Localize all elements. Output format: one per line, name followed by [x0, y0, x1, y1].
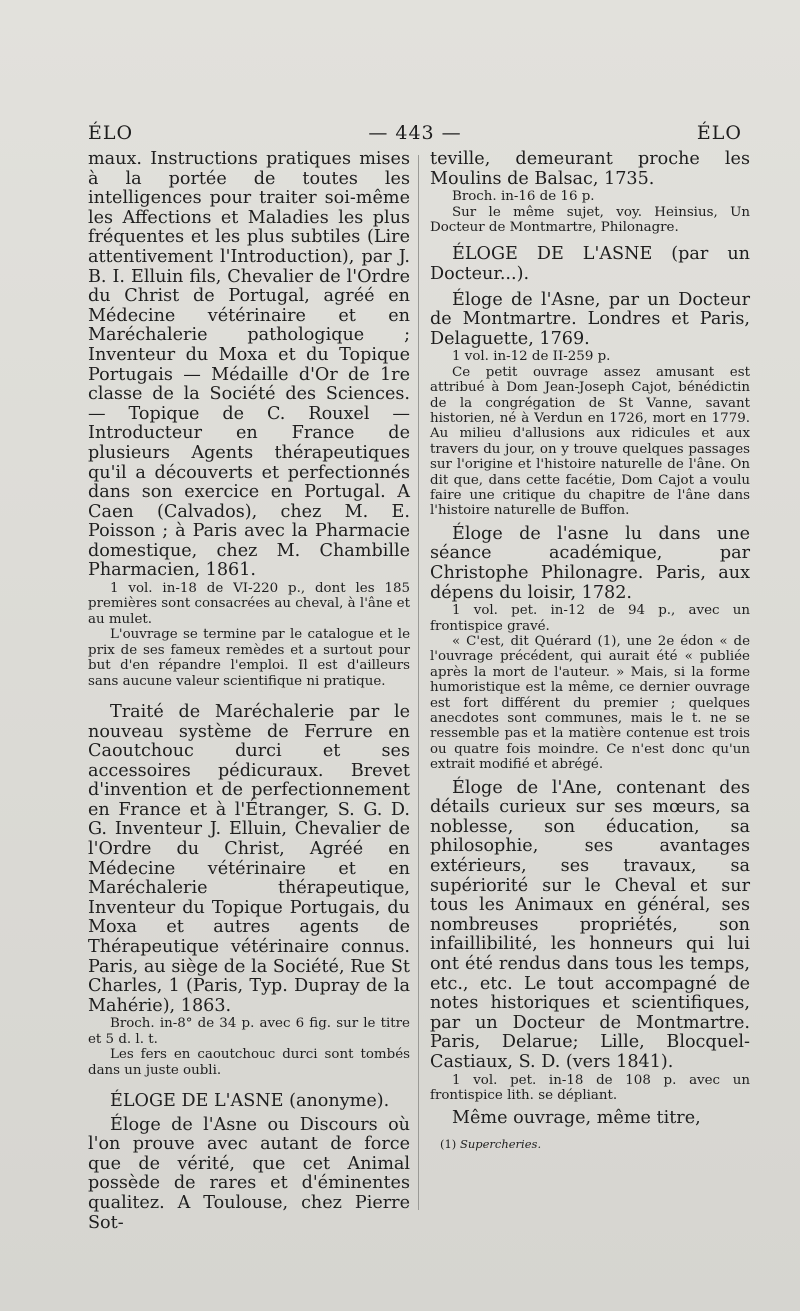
right-paragraph: Sur le même sujet, voy. Heinsius, Un Docteur de Montmartre, Philonagre.: [430, 204, 750, 235]
left-paragraph: 1 vol. in-18 de VI-220 p., dont les 185 premières sont consacrées au cheval, à l'âne et au mulet.: [88, 581, 410, 627]
footnote-number: (1): [440, 1137, 457, 1151]
right-paragraph: 1 vol. pet. in-18 de 108 p. avec un frontispice lith. se dépliant.: [430, 1072, 750, 1103]
right-paragraph: 1 vol. in-12 de II-259 p.: [452, 349, 611, 365]
left-paragraph: L'ouvrage se termine par le catalogue et le prix de ses fameux remèdes et a surtout pour but d'en répandre l'emploi. Il est d'ailleurs sans aucune valeur scientifique ni pratique.: [88, 627, 410, 689]
right-paragraph: 1 vol. pet. in-12 de 94 p., avec un frontispice gravé.: [430, 603, 750, 634]
right-paragraph: « C'est, dit Quérard (1), une 2e édon « de l'ouvrage précédent, qui aurait été « publiée après la mort de l'auteur. » Mais, si la forme humoristique est la même, ce dernier ouvrage est fort différent du premier ; quelques anecdotes sont communes, mais le t. ne se ressemble pas et la matière contenue est trois ou quatre fois moindre. Ce n'est donc qu'un extrait modifié et abrégé.: [430, 634, 750, 773]
entry-heading: ÉLOGE DE L'ASNE (anonyme).: [110, 1091, 390, 1112]
right-paragraph: Éloge de l'asne lu dans une séance académique, par Christophe Philonagre. Paris, aux dépens du loisir, 1782.: [430, 523, 750, 603]
footnote-text: Supercheries.: [459, 1137, 542, 1151]
left-column: [88, 150, 410, 1233]
right-column: [430, 150, 750, 1151]
entry-heading: ÉLOGE DE L'ASNE (par un Docteur...).: [430, 244, 750, 284]
column-divider: [418, 155, 419, 1210]
right-paragraph: Éloge de l'Ane, contenant des détails curieux sur ses mœurs, sa noblesse, son éducation, sa philosophie, ses avantages extérieurs, ses travaux, sa supériorité sur le Cheval et sur tous les Animaux en général, ses nombreuses propriétés, son infaillibilité, les honneurs qui lui ont été rendus dans tous les temps, etc., etc. Le tout accompagné de notes historiques et scientifiques, par un Docteur de Montmartre. Paris, Delarue; Lille, Blocquel-Castiaux, S. D. (vers 1841).: [430, 777, 750, 1072]
right-paragraph: Broch. in-16 de 16 p.: [452, 189, 595, 205]
left-paragraph: Broch. in-8° de 34 p. avec 6 fig. sur le titre et 5 d. l. t.: [88, 1016, 410, 1047]
left-paragraph: Traité de Maréchalerie par le nouveau système de Ferrure en Caoutchouc durci et ses accessoires pédicuraux. Brevet d'invention et de perfectionnement en France et à l'Étranger, S. G. D. G. Inventeur J. Elluin, Chevalier de l'Ordre du Christ, Agréé en Médecine vétérinaire et en Maréchalerie thérapeutique, Inventeur du Topique Portugais, du Moxa et autres agents de Thérapeutique vétérinaire connus. Paris, au siège de la Société, Rue St Charles, 1 (Paris, Typ. Dupray de la Mahérie), 1863.: [88, 701, 410, 1016]
page-header: [88, 122, 742, 150]
left-paragraph: Les fers en caoutchouc durci sont tombés dans un juste oubli.: [88, 1047, 410, 1078]
right-paragraph: teville, demeurant proche les Moulins de Balsac, 1735.: [430, 149, 750, 189]
footnote: [430, 1137, 750, 1151]
header-right: ÉLO: [696, 122, 742, 144]
page-number: — 443 —: [368, 122, 462, 144]
left-paragraph: Éloge de l'Asne ou Discours où l'on prouve avec autant de force que de vérité, que cet Animal possède de rares et d'éminentes qualitez. A Toulouse, chez Pierre Sot-: [88, 1114, 410, 1233]
left-paragraph: maux. Instructions pratiques mises à la portée de toutes les intelligences pour traiter soi-même les Affections et Maladies les plus fréquentes et les plus subtiles (Lire attentivement l'Introduction), par J. B. I. Elluin fils, Chevalier de l'Ordre du Christ de Portugal, agréé en Médecine vétérinaire et en Maréchalerie pathologique ; Inventeur du Moxa et du Topique Portugais — Médaille d'Or de 1re classe de la Société des Sciences. — Topique de C. Rouxel — Introducteur en France de plusieurs Agents thérapeutiques qu'il a découverts et perfectionnés dans son exercice en Portugal. A Caen (Calvados), chez M. E. Poisson ; à Paris avec la Pharmacie domestique, chez M. Chambille Pharmacien, 1861.: [88, 149, 410, 581]
header-left: ÉLO: [88, 122, 134, 144]
right-paragraph: Éloge de l'Asne, par un Docteur de Montmartre. Londres et Paris, Delaguette, 1769.: [430, 289, 750, 349]
right-paragraph: Même ouvrage, même titre,: [452, 1108, 701, 1129]
right-paragraph: Ce petit ouvrage assez amusant est attribué à Dom Jean-Joseph Cajot, bénédictin de la congrégation de St Vanne, savant historien, né à Verdun en 1726, mort en 1779. Au milieu d'allusions aux ridicules et aux travers du jour, on y trouve quelques passages sur l'origine et l'histoire naturelle de l'âne. On dit que, dans cette facétie, Dom Cajot a voulu faire une critique du chapitre de l'âne dans l'histoire naturelle de Buffon.: [430, 364, 750, 519]
